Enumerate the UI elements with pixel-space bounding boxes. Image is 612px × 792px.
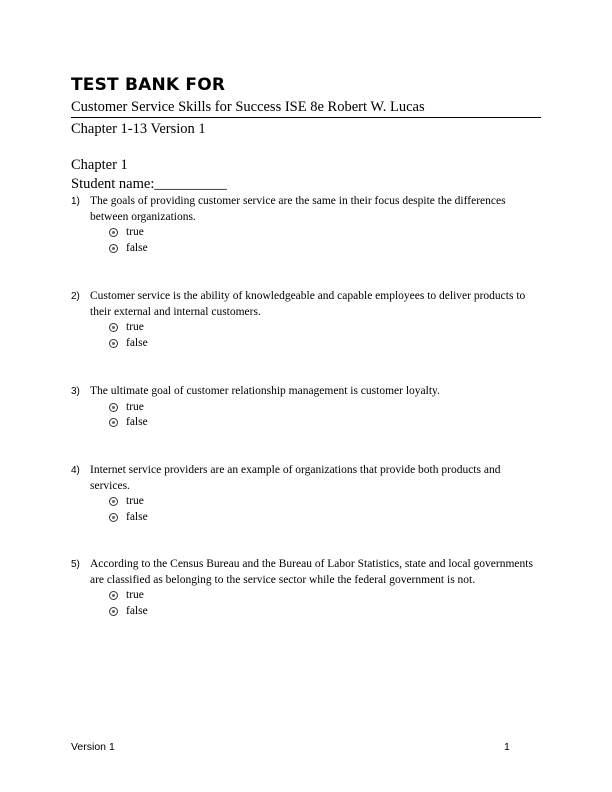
option-false[interactable]: false bbox=[109, 241, 541, 257]
option-false[interactable]: false bbox=[109, 336, 541, 352]
question-number: 5) bbox=[71, 559, 80, 570]
radio-icon[interactable] bbox=[109, 513, 118, 522]
radio-icon[interactable] bbox=[109, 339, 118, 348]
radio-icon[interactable] bbox=[109, 244, 118, 253]
chapter-range-version: Chapter 1-13 Version 1 bbox=[71, 121, 206, 137]
question-text: According to the Census Bureau and the Bureau of Labor Statistics, state and local governments are classified as belonging to the service sector while the federal government is not. bbox=[90, 558, 533, 586]
question-text: Internet service providers are an example of organizations that provide both products and services. bbox=[90, 464, 501, 492]
radio-icon[interactable] bbox=[109, 607, 118, 616]
student-name-label: Student name:__________ bbox=[71, 176, 227, 192]
option-true[interactable]: true bbox=[109, 400, 541, 416]
question-number: 3) bbox=[71, 386, 80, 397]
radio-icon[interactable] bbox=[109, 403, 118, 412]
radio-icon[interactable] bbox=[109, 497, 118, 506]
question-4 bbox=[71, 463, 541, 525]
test-bank-title: TEST BANK FOR bbox=[71, 75, 226, 95]
radio-icon[interactable] bbox=[109, 323, 118, 332]
question-1 bbox=[71, 194, 541, 256]
question-number: 1) bbox=[71, 196, 80, 207]
option-true[interactable]: true bbox=[109, 320, 541, 336]
question-text: The ultimate goal of customer relationship management is customer loyalty. bbox=[90, 385, 440, 397]
radio-icon[interactable] bbox=[109, 418, 118, 427]
option-true[interactable]: true bbox=[109, 588, 541, 604]
footer-version: Version 1 bbox=[71, 741, 115, 753]
question-5 bbox=[71, 557, 541, 619]
option-false[interactable]: false bbox=[109, 604, 541, 620]
chapter-heading: Chapter 1 bbox=[71, 157, 128, 173]
option-false[interactable]: false bbox=[109, 415, 541, 431]
option-true[interactable]: true bbox=[109, 225, 541, 241]
question-number: 2) bbox=[71, 291, 80, 302]
radio-icon[interactable] bbox=[109, 228, 118, 237]
header-divider bbox=[71, 117, 541, 118]
option-true[interactable]: true bbox=[109, 494, 541, 510]
question-3 bbox=[71, 384, 541, 431]
book-title: Customer Service Skills for Success ISE 8e Robert W. Lucas bbox=[71, 99, 425, 115]
page-number: 1 bbox=[504, 741, 510, 753]
radio-icon[interactable] bbox=[109, 591, 118, 600]
question-text: The goals of providing customer service are the same in their focus despite the differences between organizations. bbox=[90, 195, 506, 223]
question-number: 4) bbox=[71, 465, 80, 476]
question-2 bbox=[71, 289, 541, 351]
option-false[interactable]: false bbox=[109, 510, 541, 526]
question-text: Customer service is the ability of knowledgeable and capable employees to deliver products to their external and internal customers. bbox=[90, 290, 526, 318]
